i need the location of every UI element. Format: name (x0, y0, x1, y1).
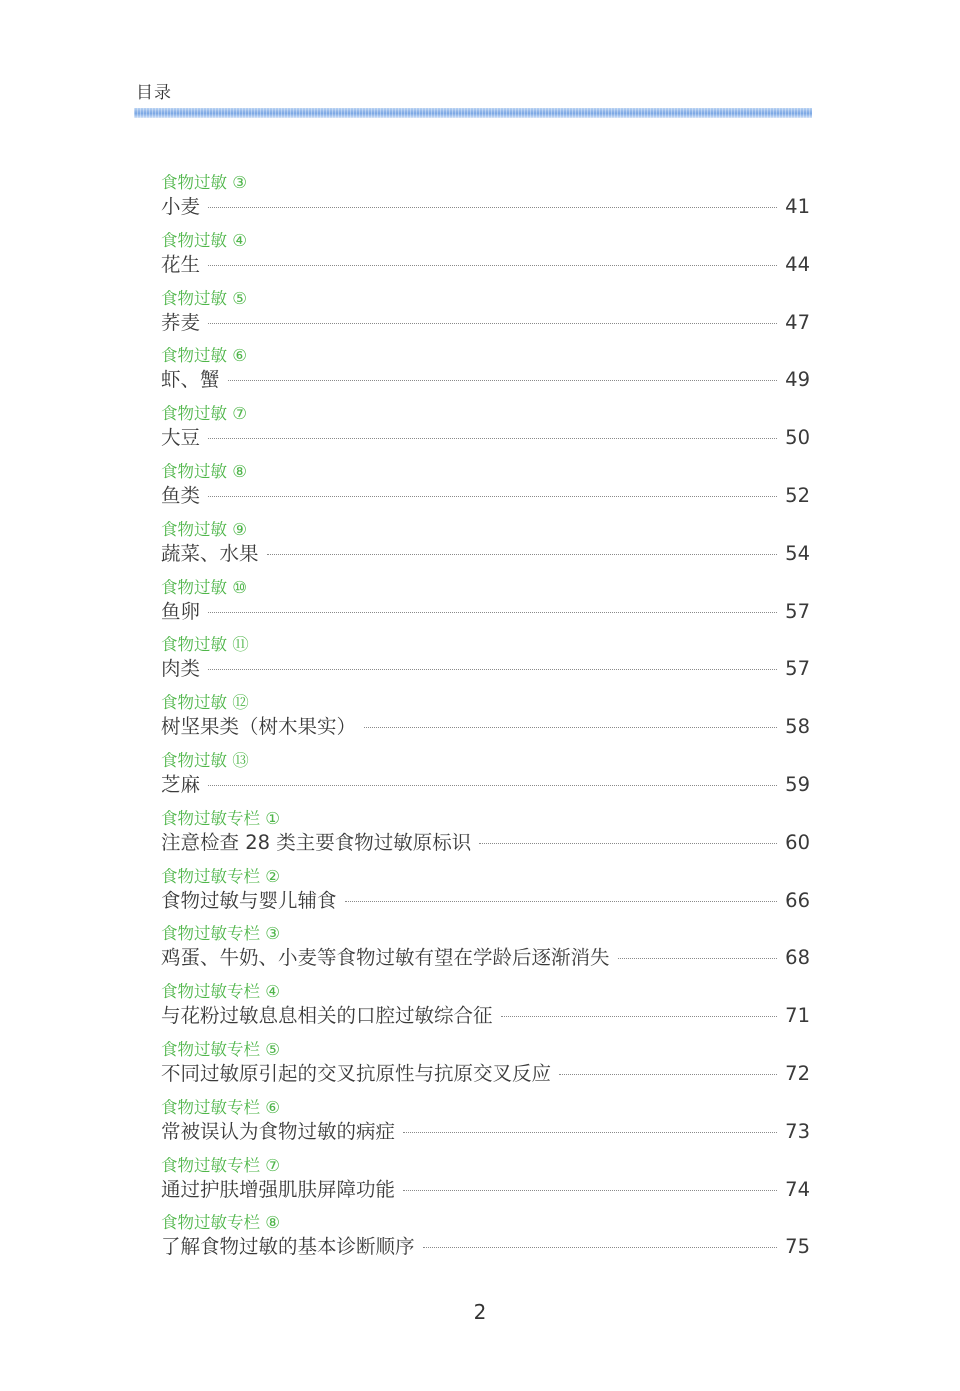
toc-page-number: 71 (785, 1004, 810, 1028)
dot-leader (208, 785, 777, 786)
toc-entry[interactable] (161, 172, 810, 230)
toc-category: 食物过敏专栏 ④ (161, 982, 281, 1002)
toc-title: 食物过敏与婴儿辅食 (161, 888, 337, 912)
toc-entry[interactable] (161, 866, 810, 924)
toc-entry[interactable] (161, 981, 810, 1039)
toc-entry[interactable] (161, 577, 810, 635)
toc-entry[interactable] (161, 519, 810, 577)
dot-leader (208, 496, 777, 497)
toc-line (161, 1003, 810, 1029)
dot-leader (208, 612, 777, 613)
toc-category: 食物过敏 ⑬ (161, 750, 249, 770)
toc-category: 食物过敏专栏 ⑧ (161, 1213, 281, 1233)
toc-entry[interactable] (161, 634, 810, 692)
toc-category: 食物过敏 ⑧ (161, 461, 248, 481)
toc-category: 食物过敏 ⑩ (161, 577, 248, 597)
toc-title: 鱼卵 (161, 599, 201, 623)
toc-page-number: 68 (785, 946, 810, 970)
toc-title: 了解食物过敏的基本诊断顺序 (161, 1235, 415, 1259)
toc-line (161, 425, 810, 451)
toc-page-number: 66 (785, 888, 810, 912)
toc-entry[interactable] (161, 1212, 810, 1270)
toc-line (161, 541, 810, 567)
toc-line (161, 310, 810, 336)
dot-leader (345, 901, 778, 902)
toc-category: 食物过敏 ⑪ (161, 635, 249, 655)
toc-title: 与花粉过敏息息相关的口腔过敏综合征 (161, 1004, 493, 1028)
dot-leader (208, 207, 777, 208)
dot-leader (559, 1074, 777, 1075)
toc-title: 树坚果类（树木果实） (161, 715, 357, 739)
toc-title: 肉类 (161, 657, 201, 681)
toc-page-number: 52 (785, 483, 810, 507)
toc-category: 食物过敏 ⑦ (161, 404, 248, 424)
toc-line (161, 367, 810, 393)
toc-line (161, 945, 810, 971)
dot-leader (618, 958, 778, 959)
toc-line (161, 830, 810, 856)
dot-leader (479, 843, 777, 844)
toc-line (161, 1177, 810, 1203)
toc-entry[interactable] (161, 1097, 810, 1155)
toc-category: 食物过敏 ③ (161, 173, 248, 192)
toc-page-number: 44 (785, 252, 810, 276)
toc-line (161, 194, 810, 220)
toc-title: 大豆 (161, 426, 201, 450)
toc-category: 食物过敏专栏 ⑥ (161, 1097, 281, 1117)
toc-category: 食物过敏 ⑫ (161, 693, 249, 713)
toc-page-number: 54 (785, 541, 810, 565)
toc-line (161, 252, 810, 278)
dot-leader (208, 669, 777, 670)
toc-line (161, 656, 810, 682)
toc-title: 虾、蟹 (161, 368, 220, 392)
toc-title: 注意检查 28 类主要食物过敏原标识 (161, 830, 472, 854)
toc-entry[interactable] (161, 288, 810, 346)
toc-page-number: 41 (785, 195, 810, 218)
toc-title: 鸡蛋、牛奶、小麦等食物过敏有望在学龄后逐渐消失 (161, 946, 610, 970)
toc-line (161, 1061, 810, 1087)
table-of-contents (161, 172, 810, 1270)
toc-entry[interactable] (161, 692, 810, 750)
dot-leader (403, 1132, 777, 1133)
toc-category: 食物过敏 ⑨ (161, 519, 248, 539)
toc-category: 食物过敏专栏 ⑦ (161, 1155, 281, 1175)
dot-leader (208, 323, 777, 324)
dot-leader (364, 727, 777, 728)
toc-line (161, 483, 810, 509)
toc-category: 食物过敏 ⑥ (161, 346, 248, 366)
toc-category: 食物过敏专栏 ① (161, 808, 281, 828)
dot-leader (208, 265, 777, 266)
toc-line (161, 599, 810, 625)
toc-page-number: 57 (785, 657, 810, 681)
toc-entry[interactable] (161, 230, 810, 288)
toc-title: 通过护肤增强肌肤屏障功能 (161, 1177, 396, 1201)
toc-title: 常被误认为食物过敏的病症 (161, 1119, 396, 1143)
toc-entry[interactable] (161, 1155, 810, 1213)
toc-line (161, 888, 810, 914)
toc-page-number: 72 (785, 1061, 810, 1085)
toc-page-number: 57 (785, 599, 810, 623)
toc-title: 荞麦 (161, 310, 201, 334)
toc-title: 蔬菜、水果 (161, 541, 259, 565)
toc-entry[interactable] (161, 808, 810, 866)
dot-leader (208, 438, 777, 439)
toc-entry[interactable] (161, 1039, 810, 1097)
toc-entry[interactable] (161, 403, 810, 461)
dot-leader (403, 1190, 777, 1191)
toc-page-number: 60 (785, 830, 810, 854)
toc-category: 食物过敏专栏 ③ (161, 924, 281, 944)
page-title: 目录 (136, 83, 172, 103)
toc-entry[interactable] (161, 461, 810, 519)
toc-entry[interactable] (161, 750, 810, 808)
toc-category: 食物过敏专栏 ⑤ (161, 1039, 281, 1059)
toc-line (161, 772, 810, 798)
toc-page-number: 73 (785, 1119, 810, 1143)
toc-page-number: 74 (785, 1177, 810, 1201)
toc-entry[interactable] (161, 923, 810, 981)
dot-leader (423, 1247, 778, 1248)
toc-entry[interactable] (161, 345, 810, 403)
dot-leader (267, 554, 778, 555)
toc-category: 食物过敏 ④ (161, 230, 248, 250)
toc-page-number: 75 (785, 1235, 810, 1259)
dot-leader (228, 380, 778, 381)
toc-page-number: 47 (785, 310, 810, 334)
toc-category: 食物过敏 ⑤ (161, 288, 248, 308)
toc-title: 芝麻 (161, 772, 201, 796)
toc-title: 不同过敏原引起的交叉抗原性与抗原交叉反应 (161, 1061, 552, 1085)
toc-page-number: 49 (785, 368, 810, 392)
toc-page-number: 50 (785, 426, 810, 450)
toc-category: 食物过敏专栏 ② (161, 866, 281, 886)
toc-title: 小麦 (161, 195, 201, 218)
toc-line (161, 1119, 810, 1145)
dot-leader (501, 1016, 778, 1017)
toc-line (161, 1234, 810, 1260)
page-number: 2 (473, 1300, 487, 1324)
toc-title: 鱼类 (161, 483, 201, 507)
header-divider (134, 108, 812, 118)
toc-page-number: 58 (785, 715, 810, 739)
toc-title: 花生 (161, 252, 201, 276)
toc-line (161, 714, 810, 740)
toc-page-number: 59 (785, 772, 810, 796)
